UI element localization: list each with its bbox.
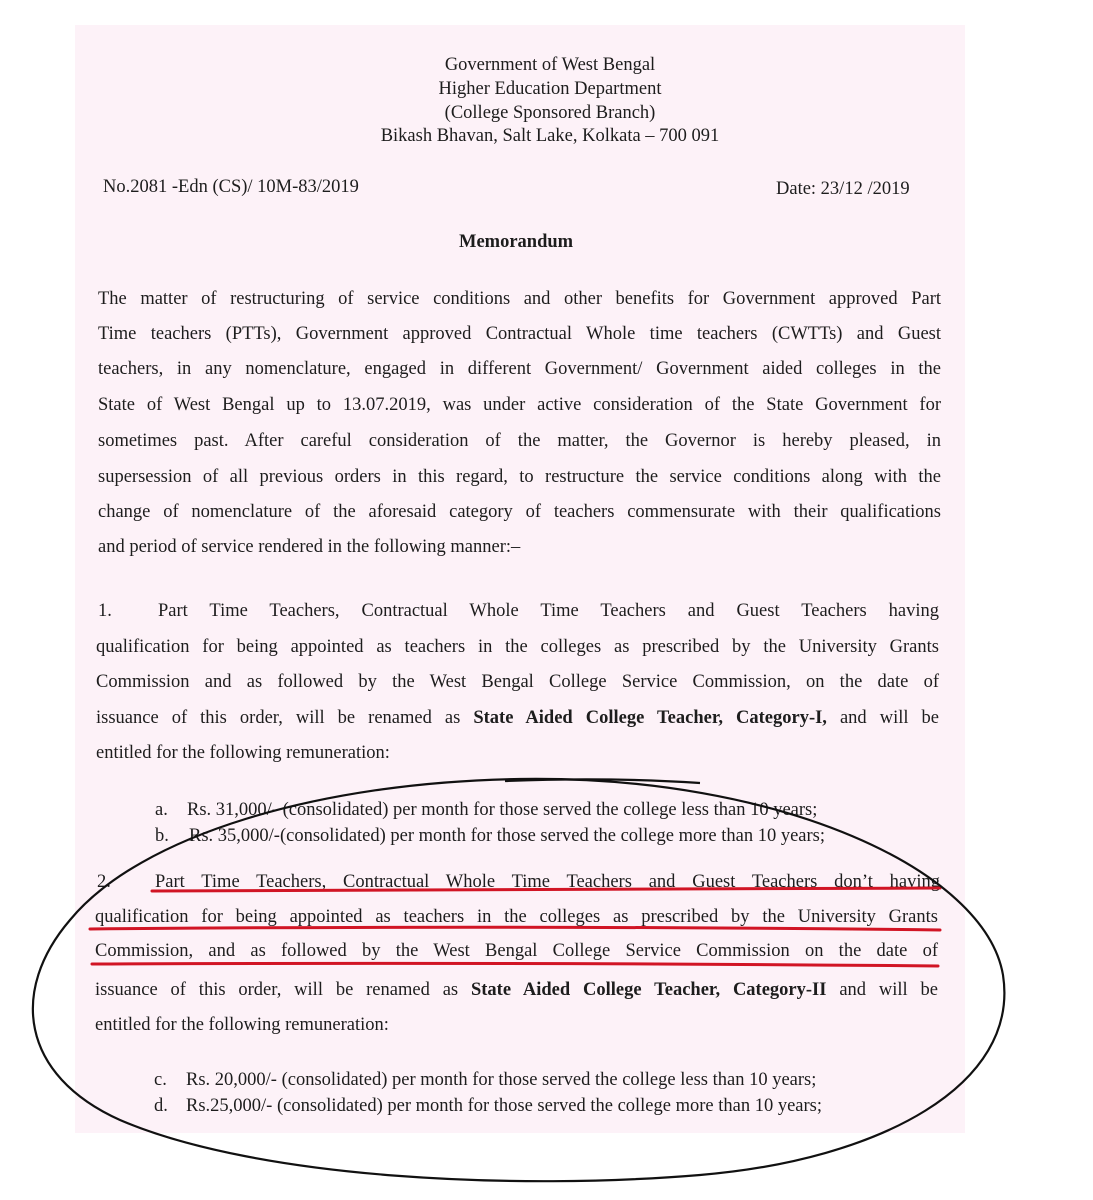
intro-line-6: supersession of all previous orders in this regard, to restructure the service conditions along with the: [98, 467, 941, 487]
intro-line-4: State of West Bengal up to 13.07.2019, was under active consideration of the State Government for: [98, 395, 941, 415]
intro-line-8: and period of service rendered in the following manner:–: [98, 537, 521, 557]
intro-line-1: The matter of restructuring of service conditions and other benefits for Government approved Part: [98, 289, 941, 309]
para2-line-1: Part Time Teachers, Contractual Whole Time Teachers and Guest Teachers don’t having: [155, 872, 940, 892]
memo-date: Date: 23/12 /2019: [776, 179, 910, 199]
memo-title: Memorandum: [459, 232, 574, 252]
header-government: Government of West Bengal: [444, 55, 656, 75]
para2-line-4: issuance of this order, will be renamed as State Aided College Teacher, Category-II and will be: [95, 980, 938, 1000]
item-b-label: b.: [155, 826, 169, 846]
para2-line-2: qualification for being appointed as teachers in the colleges as prescribed by the University Grants: [95, 907, 938, 927]
para1-line-2: qualification for being appointed as teachers in the colleges as prescribed by the University Grants: [96, 637, 939, 657]
item-a-label: a.: [155, 800, 168, 820]
item-d-label: d.: [154, 1096, 168, 1116]
header-department: Higher Education Department: [438, 79, 662, 99]
para1-line-3: Commission and as followed by the West Bengal College Service Commission, on the date of: [96, 672, 939, 692]
para1-number: 1.: [98, 601, 112, 621]
para1-line-4: issuance of this order, will be renamed as State Aided College Teacher, Category-I, and will be: [96, 708, 939, 728]
intro-line-5: sometimes past. After careful consideration of the matter, the Governor is hereby pleased, in: [98, 431, 941, 451]
item-b-text: Rs. 35,000/-(consolidated) per month for those served the college more than 10 years;: [189, 826, 826, 846]
item-a-text: Rs. 31,000/- (consolidated) per month for those served the college less than 10 years;: [187, 800, 818, 820]
item-c-label: c.: [154, 1070, 167, 1090]
para1-line-1: Part Time Teachers, Contractual Whole Time Teachers and Guest Teachers having: [158, 601, 939, 621]
item-c-text: Rs. 20,000/- (consolidated) per month for those served the college less than 10 years;: [186, 1070, 817, 1090]
intro-line-7: change of nomenclature of the aforesaid category of teachers commensurate with their qualifications: [98, 502, 941, 522]
para1-line-5: entitled for the following remuneration:: [96, 743, 390, 763]
intro-line-3: teachers, in any nomenclature, engaged in different Government/ Government aided colleges in the: [98, 359, 941, 379]
para2-line-3: Commission, and as followed by the West Bengal College Service Commission on the date of: [95, 941, 938, 961]
item-d-text: Rs.25,000/- (consolidated) per month for those served the college more than 10 years;: [186, 1096, 823, 1116]
header-address: Bikash Bhavan, Salt Lake, Kolkata – 700 091: [380, 126, 720, 146]
header-branch: (College Sponsored Branch): [444, 103, 656, 123]
para2-line-5: entitled for the following remuneration:: [95, 1015, 389, 1035]
para2-number: 2.: [97, 872, 111, 892]
intro-line-2: Time teachers (PTTs), Government approved Contractual Whole time teachers (CWTTs) and Guest: [98, 324, 941, 344]
memo-number: No.2081 -Edn (CS)/ 10M-83/2019: [103, 177, 359, 197]
